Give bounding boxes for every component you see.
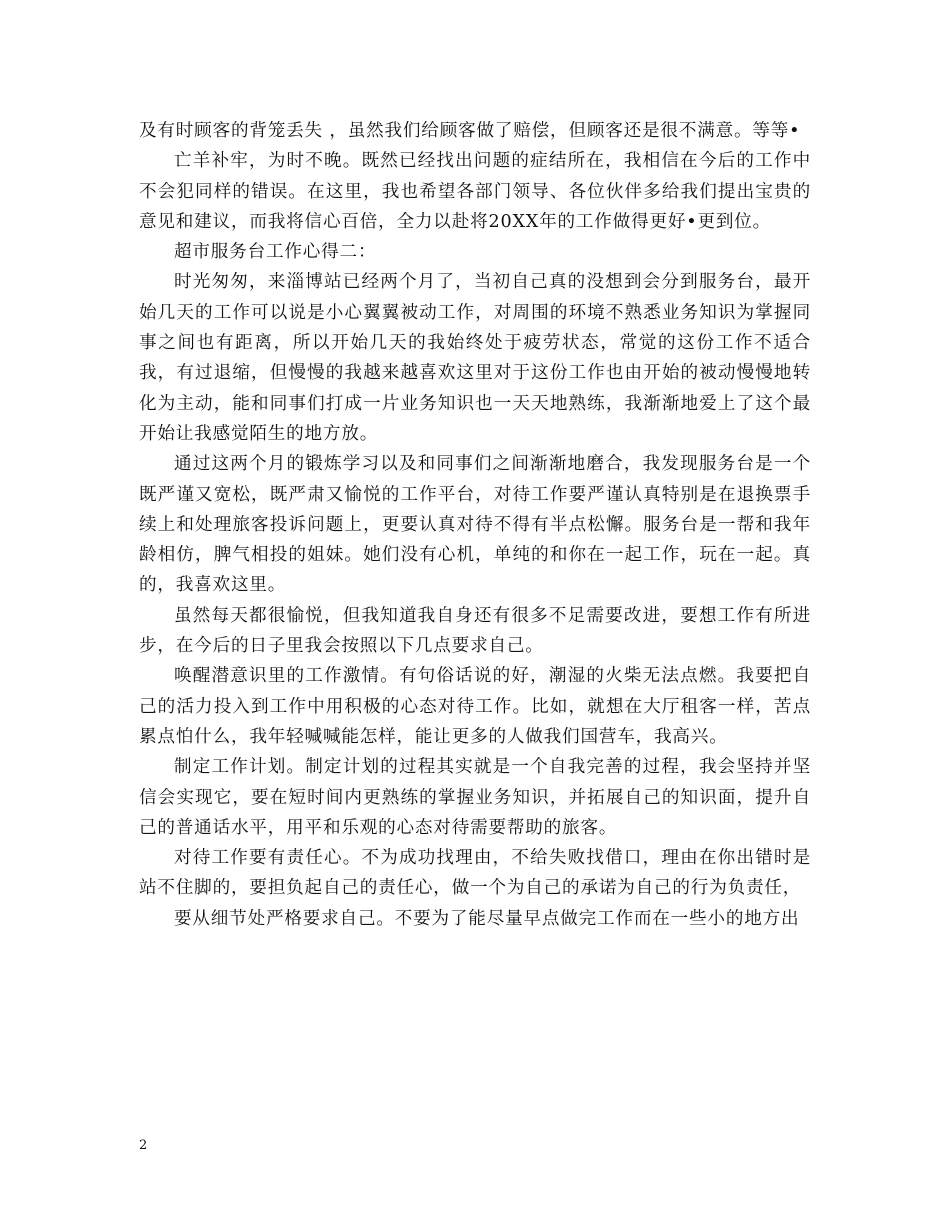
paragraph: 时光匆匆，来淄博站已经两个月了，当初自己真的没想到会分到服务台，最开始几天的工作可以说是小心翼翼被动工作，对周围的环境不熟悉业务知识为掌握同事之间也有距离，所以开始几天的我始终处于疲劳状态，常觉的这份工作不适合我，有过退缩，但慢慢的我越来越喜欢这里对于这份工作也由开始的被动慢慢地转化为主动，能和同事们打成一片业务知识也一天天地熟练，我渐渐地爱上了这个最开始让我感觉陌生的地方放。	[139, 272, 811, 444]
paragraph: 对待工作要有责任心。不为成功找理由，不给失败找借口，理由在你出错时是站不住脚的，要担负起自己的责任心，做一个为自己的承诺为自己的行为负责任，	[139, 848, 811, 899]
section-heading: 超市服务台工作心得二：	[174, 242, 377, 263]
paragraph-lessons: 亡羊补牢，为时不晚。既然已经找出问题的症结所在，我相信在今后的工作中不会犯同样的错误。在这里，我也希望各部门领导、各位伙伴多给我们提出宝贵的意见和建议，而我将信心百倍，全力以赴将20XX年的工作做得更好•更到位。	[139, 151, 811, 232]
paragraph: 虽然每天都很愉悦，但我知道我自身还有很多不足需要改进，要想工作有所进步，在今后的日子里我会按照以下几点要求自己。	[139, 605, 811, 657]
paragraph-continuation: 及有时顾客的背笼丢失 ，虽然我们给顾客做了赔偿，但顾客还是很不满意。等等•	[139, 121, 801, 141]
paragraph: 唤醒潜意识里的工作激情。有句俗话说的好，潮湿的火柴无法点燃。我要把自己的活力投入到工作中用积极的心态对待工作。比如，就想在大厅租客一样，苦点累点怕什么，我年轻喊喊能怎样，能让更多的人做我们国营车，我高兴。	[139, 666, 811, 747]
paragraph: 要从细节处严格要求自己。不要为了能尽量早点做完工作而在一些小的地方出	[174, 908, 800, 929]
paragraph: 通过这两个月的锻炼学习以及和同事们之间渐渐地磨合，我发现服务台是一个既严谨又宽松，既严肃又愉悦的工作平台，对待工作要严谨认真特别是在退换票手续上和处理旅客投诉问题上，更要认真对待不得有半点松懈。服务台是一帮和我年龄相仿，脾气相投的姐妹。她们没有心机，单纯的和你在一起工作，玩在一起。真的，我喜欢这里。	[139, 454, 811, 596]
page-number: 2	[139, 1138, 148, 1153]
paragraph: 制定工作计划。制定计划的过程其实就是一个自我完善的过程，我会坚持并坚信会实现它，要在短时间内更熟练的掌握业务知识，并拓展自己的知识面，提升自己的普通话水平，用平和乐观的心态对待需要帮助的旅客。	[139, 757, 811, 838]
document-body	[139, 116, 811, 934]
